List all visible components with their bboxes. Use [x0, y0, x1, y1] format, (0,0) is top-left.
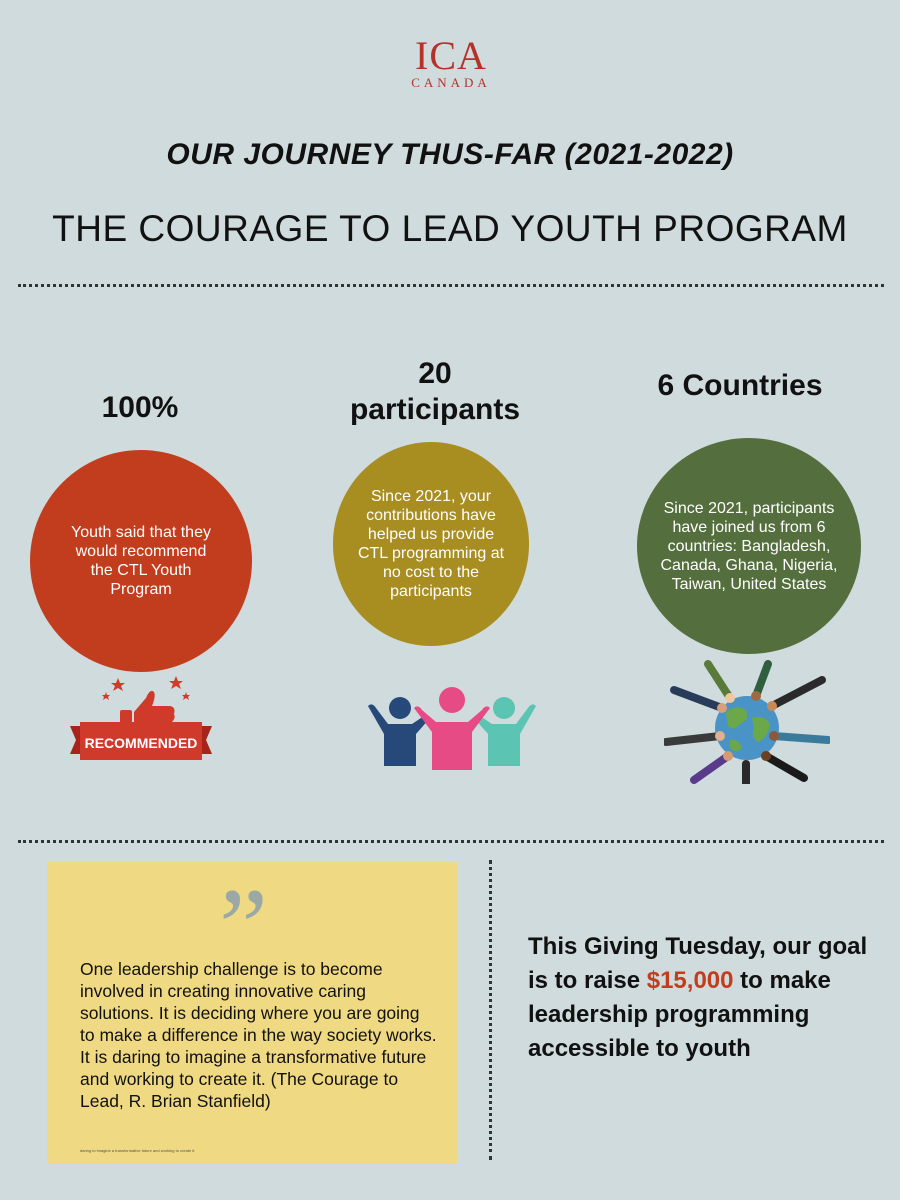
- goal-text-after: to make leadership programming accessible to youth: [528, 967, 831, 1062]
- stat-label-countries: 6 Countries: [657, 369, 823, 402]
- people-cheering-icon: [366, 686, 538, 772]
- stat-label-participants-number: 20: [418, 357, 452, 390]
- stat-label-participants: [320, 356, 550, 428]
- stat-circle-participants: [333, 442, 529, 646]
- quote-fine-print: daring to imagine a transformative future and working to create it.: [80, 1148, 196, 1153]
- ica-canada-logo: [395, 33, 507, 96]
- top-divider: [18, 284, 884, 287]
- goal-amount: $15,000: [646, 967, 734, 994]
- page-heading: OUR JOURNEY THUS-FAR (2021-2022): [166, 138, 734, 171]
- program-title: THE COURAGE TO LEAD YOUTH PROGRAM: [52, 208, 848, 249]
- goal-text-before: This Giving Tuesday, our goal is to raise: [528, 933, 868, 994]
- stat-circle-countries-text: Since 2021, participants have joined us from 6 countries: Bangladesh, Canada, Ghana, Nigeria, Taiwan, United States: [660, 499, 838, 593]
- logo-wordmark: ICA: [415, 33, 487, 78]
- recommended-badge-text: RECOMMENDED: [84, 735, 198, 751]
- logo-subtitle: CANADA: [411, 75, 491, 90]
- bottom-divider: [18, 840, 884, 843]
- giving-tuesday-goal: [528, 930, 878, 1066]
- stat-label-percent: 100%: [101, 391, 179, 424]
- hands-around-globe-icon: [664, 660, 830, 784]
- stat-circle-participants-text: Since 2021, your contributions have helped us provide CTL programming at no cost to the participants: [357, 488, 505, 600]
- quote-mark-icon: ”: [219, 866, 268, 988]
- vertical-divider: [489, 860, 492, 1160]
- stat-circle-recommend-text: Youth said that they would recommend the CTL Youth Program: [71, 524, 211, 598]
- quote-text: One leadership challenge is to become involved in creating innovative caring solutions. It is deciding where you are going to make a difference in the way society works. It is daring to imagine a transformative future and working to create it. (The Courage to Lead, R. Brian Stanfield): [80, 959, 437, 1111]
- quote-card: [47, 862, 457, 1164]
- stat-label-participants-word: participants: [349, 393, 521, 426]
- stat-circle-countries: [637, 438, 861, 654]
- stat-circle-recommend: [30, 450, 252, 672]
- recommended-thumbs-up-icon: [66, 670, 216, 774]
